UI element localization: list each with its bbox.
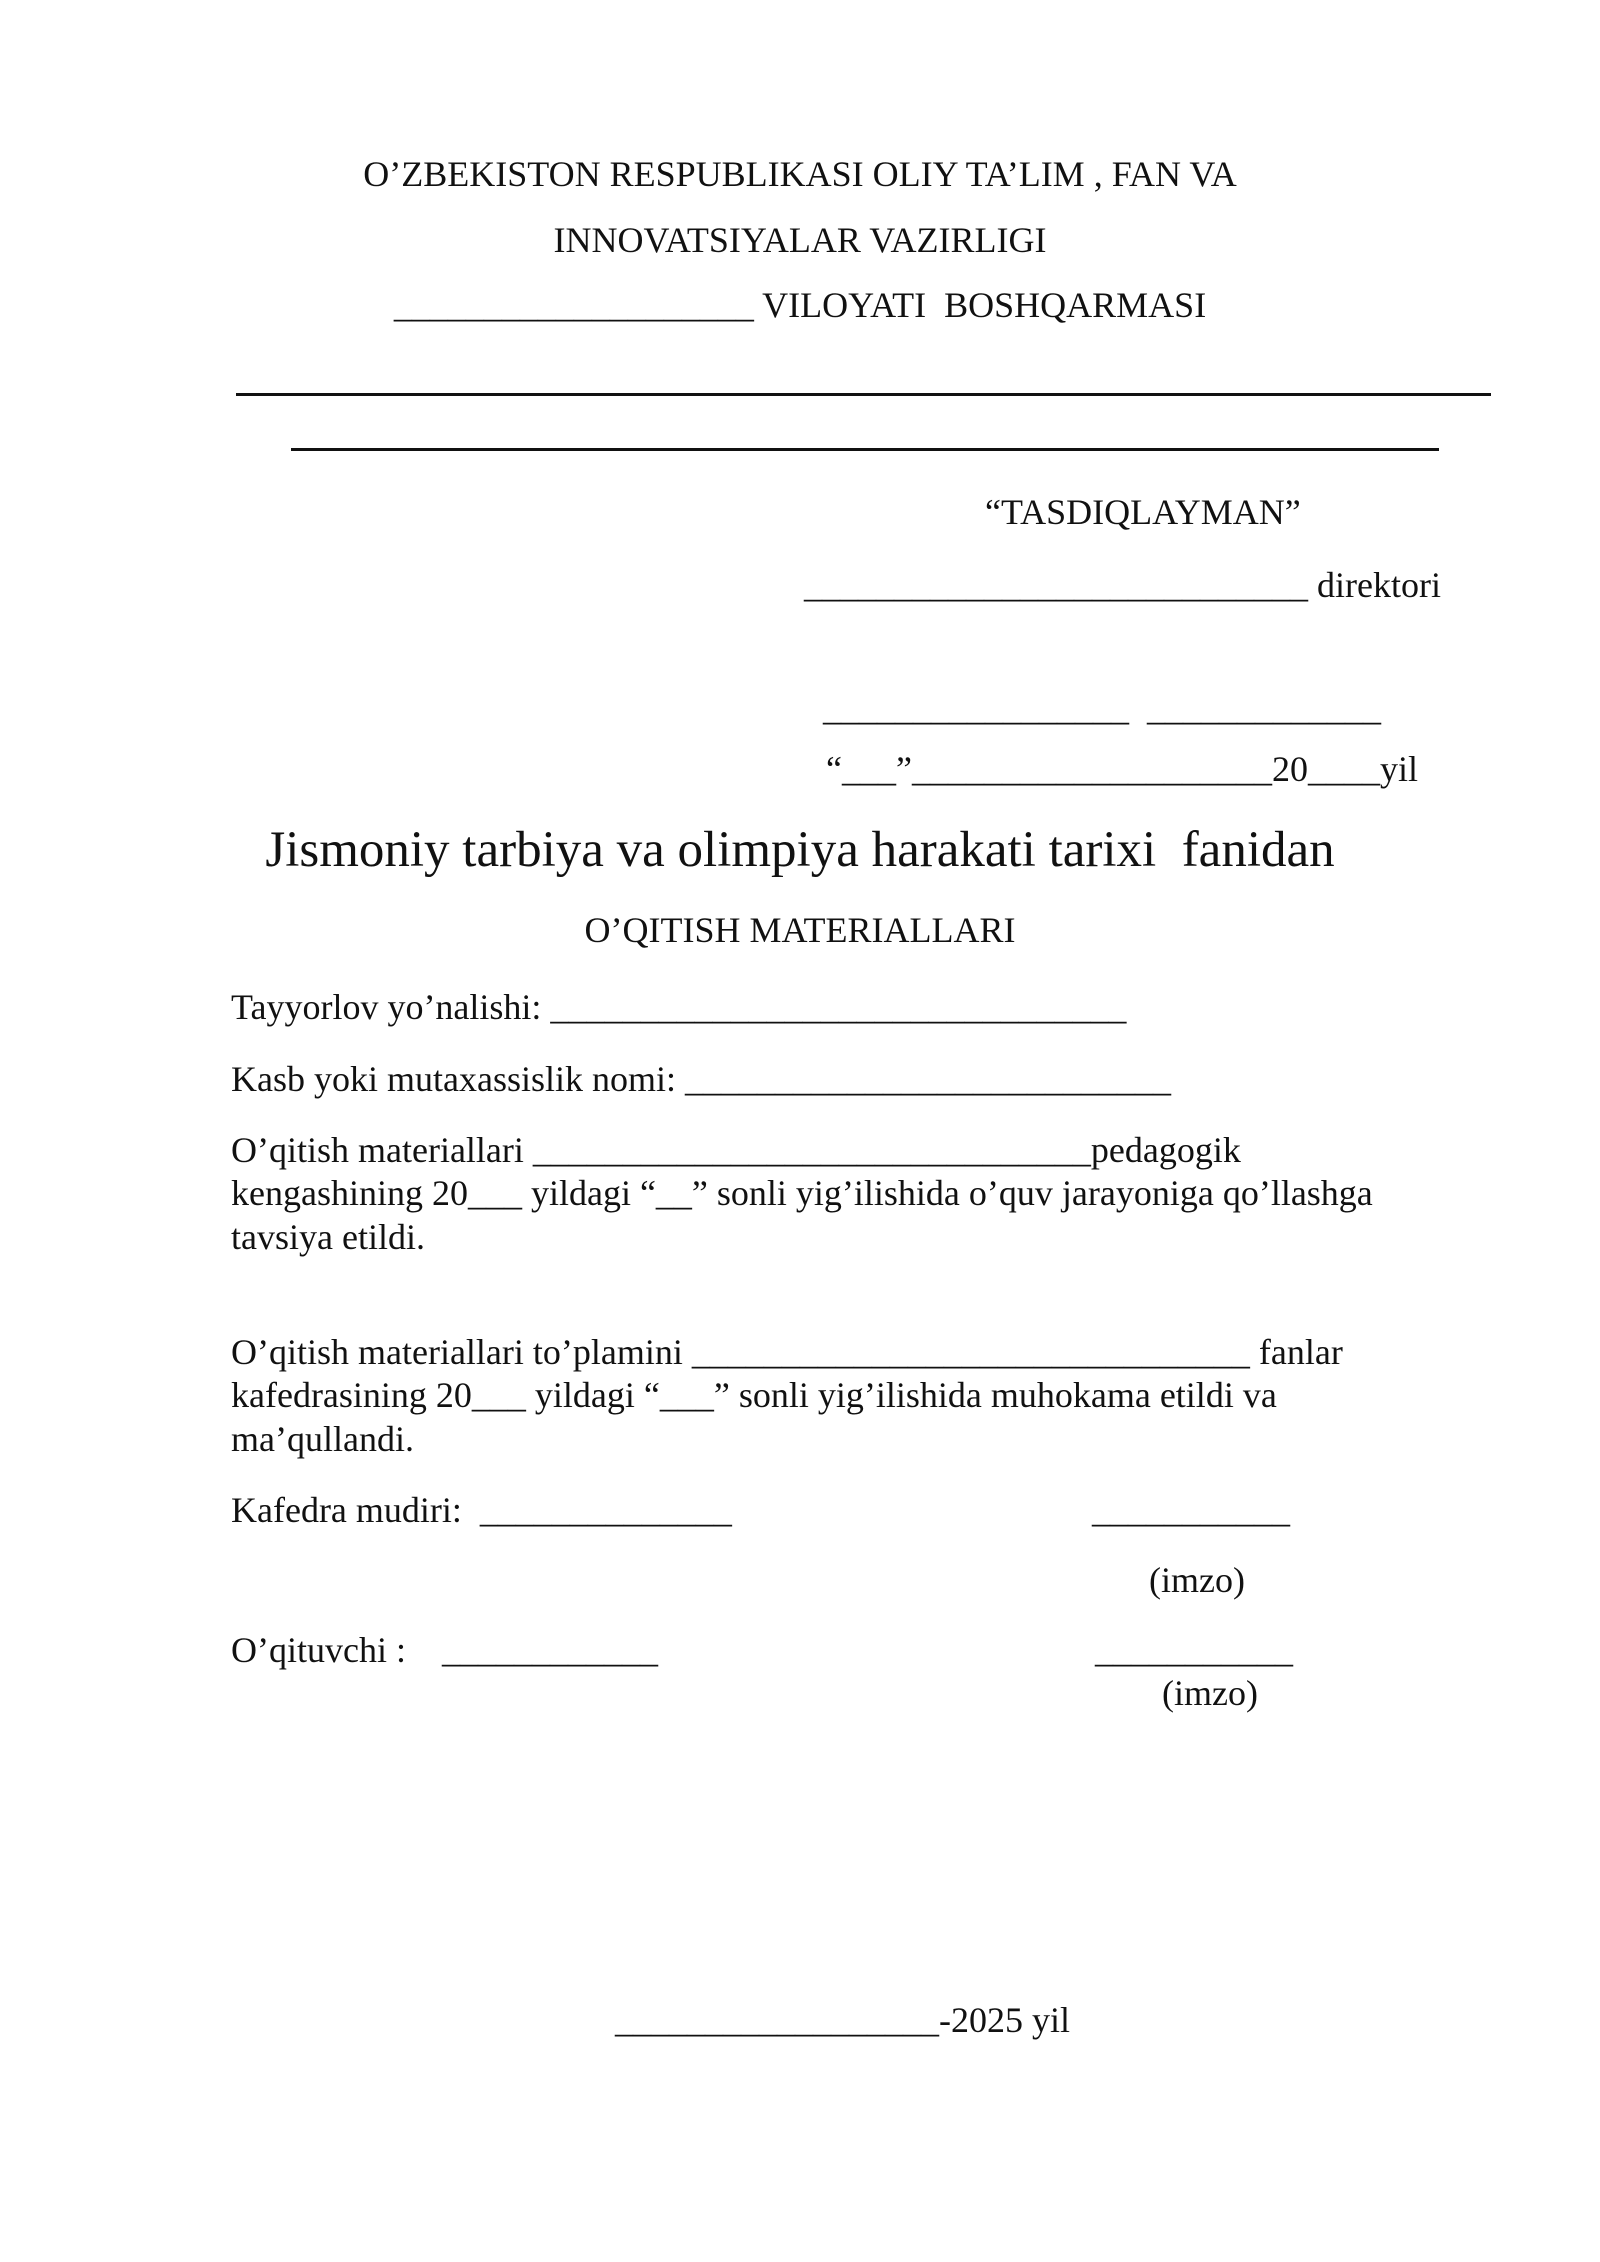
paragraph1-line-2: kengashining 20___ yildagi “__” sonli yig’ilishida o’quv jarayoniga qo’llashga (231, 1173, 1373, 1213)
document-type-heading: O’QITISH MATERIALLARI (584, 910, 1016, 950)
region-board-line: ____________________ VILOYATI BOSHQARMASI (393, 285, 1207, 325)
teacher-signature-caption: (imzo) (1162, 1673, 1258, 1713)
paragraph2-line-2: kafedrasining 20___ yildagi “___” sonli yig’ilishida muhokama etildi va (231, 1375, 1277, 1415)
paragraph2-line-3: ma’qullandi. (231, 1419, 414, 1459)
training-direction-field: Tayyorlov yo’nalishi: ________________________________ (231, 987, 1127, 1027)
teacher-signature-line: ___________ (1095, 1630, 1293, 1670)
department-head-signature-caption: (imzo) (1149, 1560, 1245, 1600)
approval-date-line: “___”____________________20____yil (826, 749, 1418, 789)
institution-name-blank-1 (236, 393, 1491, 396)
teacher-field: O’qituvchi : ____________ (231, 1630, 658, 1670)
specialty-name-field: Kasb yoki mutaxassislik nomi: ___________________________ (231, 1059, 1171, 1099)
subject-title: Jismoniy tarbiya va olimpiya harakati tarixi fanidan (265, 822, 1335, 878)
paragraph1-line-1: O’qitish materiallari _______________________________pedagogik (231, 1130, 1241, 1170)
approval-signature-lines: _________________ _____________ (823, 688, 1381, 728)
approval-heading: “TASDIQLAYMAN” (985, 492, 1301, 532)
ministry-line-1: O’ZBEKISTON RESPUBLIKASI OLIY TA’LIM , FAN VA (363, 154, 1237, 194)
institution-name-blank-2 (291, 448, 1439, 451)
department-head-field: Kafedra mudiri: ______________ (231, 1490, 732, 1530)
paragraph2-line-1: O’qitish materiallari to’plamini _______________________________ fanlar (231, 1332, 1343, 1372)
ministry-line-2: INNOVATSIYALAR VAZIRLIGI (553, 220, 1047, 260)
paragraph1-line-3: tavsiya etildi. (231, 1217, 425, 1257)
place-year-line: __________________-2025 yil (615, 2000, 1070, 2040)
director-line: ____________________________ direktori (804, 565, 1441, 605)
department-head-signature-line: ___________ (1092, 1490, 1290, 1530)
